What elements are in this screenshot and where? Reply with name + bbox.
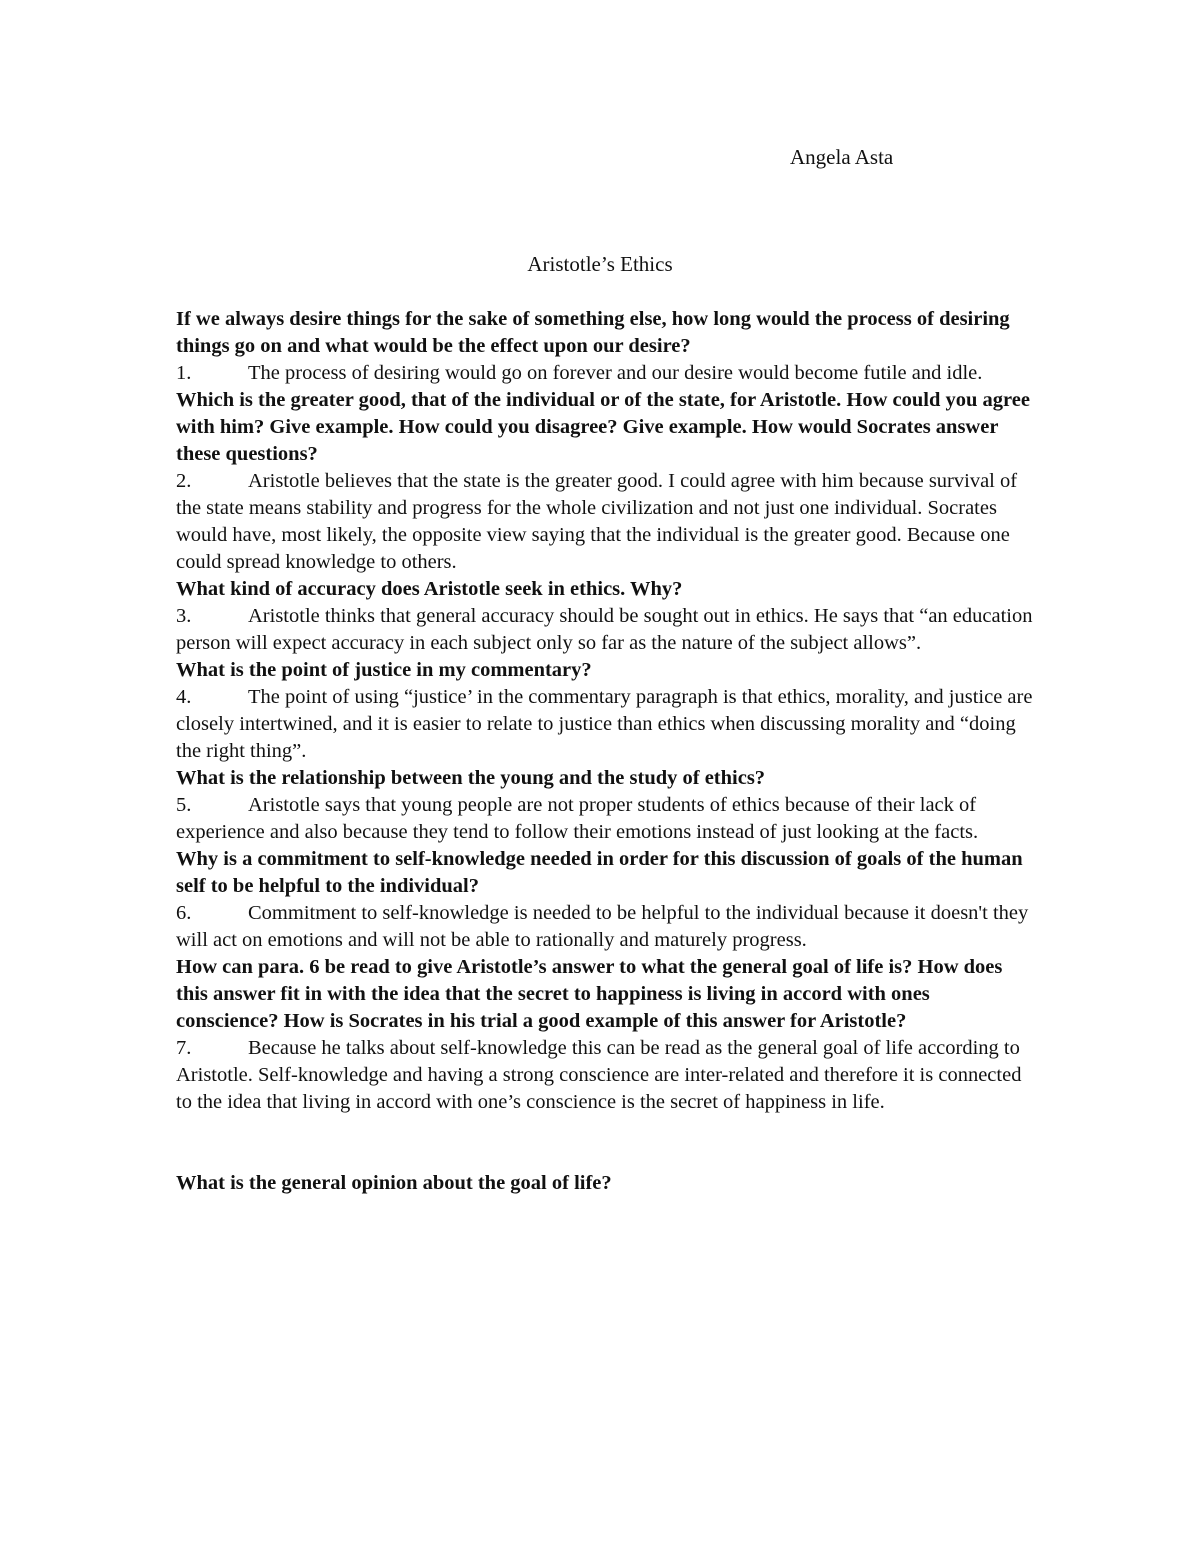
answer-number: 5.	[176, 794, 192, 816]
answer-6	[176, 900, 1036, 954]
answer-text: Aristotle believes that the state is the greater good. I could agree with him because survival of the state means stability and progress for the whole civilization and not just one individual. Socrates would have, most likely, the opposite view saying that the individual is the greater good. Because one could spread knowledge to others.	[176, 470, 1018, 573]
document-title: Aristotle’s Ethics	[527, 252, 673, 276]
answer-number: 1.	[176, 362, 192, 384]
answer-text: Aristotle thinks that general accuracy should be sought out in ethics. He says that “an education person will expect accuracy in each subject only so far as the nature of the subject allows”.	[176, 605, 1033, 654]
question-3: What kind of accuracy does Aristotle seek in ethics. Why?	[176, 578, 683, 600]
question-6: Why is a commitment to self-knowledge needed in order for this discussion of goals of the human self to be helpful to the individual?	[176, 848, 1023, 897]
answer-5	[176, 792, 1036, 846]
question-2: Which is the greater good, that of the individual or of the state, for Aristotle. How could you agree with him? Give example. How could you disagree? Give example. How would Socrates answer these questions?	[176, 389, 1030, 465]
author-name: Angela Asta	[790, 145, 894, 169]
answer-number: 3.	[176, 605, 192, 627]
question-1: If we always desire things for the sake of something else, how long would the process of desiring things go on and what would be the effect upon our desire?	[176, 308, 1010, 357]
question-7: How can para. 6 be read to give Aristotle’s answer to what the general goal of life is? How does this answer fit in with the idea that the secret to happiness is living in accord with ones conscience? How is Socrates in his trial a good example of this answer for Aristotle?	[176, 956, 1003, 1032]
answer-text: Commitment to self-knowledge is needed to be helpful to the individual because it doesn't they will act on emotions and will not be able to rationally and maturely progress.	[176, 902, 1029, 951]
answer-text: The process of desiring would go on forever and our desire would become futile and idle.	[248, 362, 983, 384]
answer-2	[176, 468, 1036, 576]
answer-text: Because he talks about self-knowledge this can be read as the general goal of life according to Aristotle. Self-knowledge and having a strong conscience are inter-related and therefore it is connected to the idea that living in accord with one’s conscience is the secret of happiness in life.	[176, 1037, 1022, 1113]
question-5: What is the relationship between the young and the study of ethics?	[176, 767, 766, 789]
answer-text: The point of using “justice’ in the commentary paragraph is that ethics, morality, and justice are closely intertwined, and it is easier to relate to justice than ethics when discussing morality and “doing the right thing”.	[176, 686, 1033, 762]
final-question: What is the general opinion about the goal of life?	[176, 1172, 612, 1194]
answer-number: 2.	[176, 470, 192, 492]
question-4: What is the point of justice in my commentary?	[176, 659, 592, 681]
answer-number: 7.	[176, 1037, 192, 1059]
answer-number: 6.	[176, 902, 192, 924]
answer-1	[176, 360, 1036, 387]
answer-7	[176, 1035, 1036, 1116]
blank-space	[176, 1116, 1036, 1170]
answer-text: Aristotle says that young people are not proper students of ethics because of their lack of experience and also because they tend to follow their emotions instead of just looking at the facts.	[176, 794, 979, 843]
answer-4	[176, 684, 1036, 765]
answer-3	[176, 603, 1036, 657]
answer-number: 4.	[176, 686, 192, 708]
qa-content	[176, 306, 1036, 1197]
